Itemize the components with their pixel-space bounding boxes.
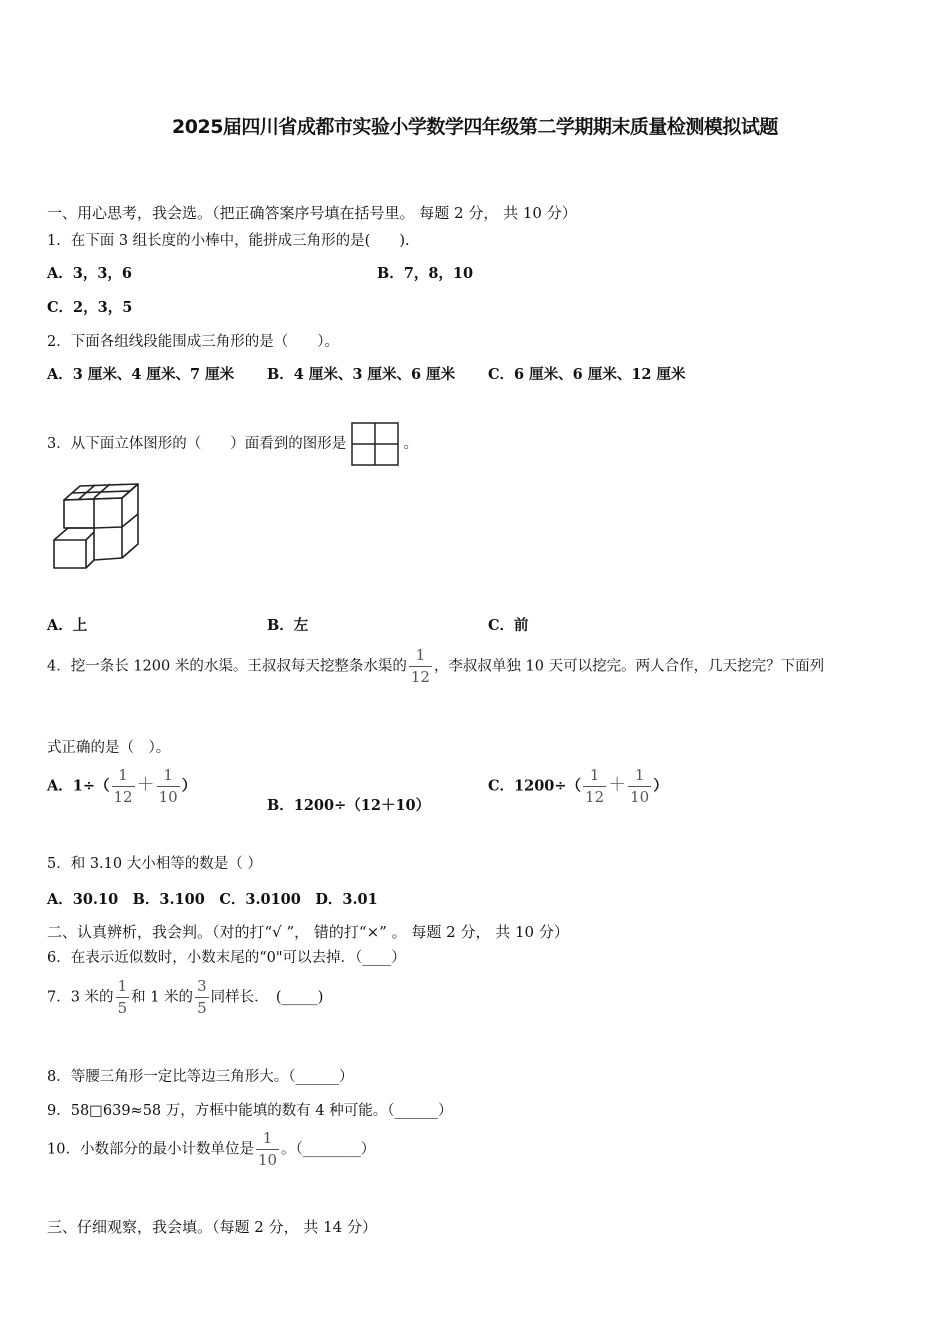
question-2: 2．下面各组线段能围成三角形的是（ ）。 bbox=[47, 334, 339, 350]
question-6: 6．在表示近似数时，小数末尾的“0"可以去掉．（____） bbox=[47, 950, 406, 966]
q7-den-1: 5 bbox=[117, 999, 128, 1017]
cube-stack-figure bbox=[50, 480, 146, 572]
q4-a-num-2: 1 bbox=[157, 768, 180, 787]
question-10 bbox=[47, 1131, 375, 1168]
question-4-line-1 bbox=[47, 648, 824, 685]
question-8: 8．等腰三角形一定比等边三角形大。（______） bbox=[47, 1069, 354, 1085]
question-5: 5．和 3.10 大小相等的数是（ ） bbox=[47, 856, 262, 872]
q4-a-plus: ＋ bbox=[136, 774, 155, 796]
question-1: 1．在下面 3 组长度的小棒中，能拼成三角形的是( ). bbox=[47, 233, 410, 249]
q4-a-den-1: 12 bbox=[113, 788, 133, 806]
question-3 bbox=[47, 422, 418, 466]
q10-text-end: 。（________） bbox=[281, 1141, 376, 1158]
question-4-line-2: 式正确的是（ ）。 bbox=[47, 740, 171, 756]
q7-part-2: 和 1 米的 bbox=[131, 989, 194, 1006]
q10-text-start: 10．小数部分的最小计数单位是 bbox=[47, 1141, 254, 1158]
q2-option-c: C．6 厘米、6 厘米、12 厘米 bbox=[488, 366, 686, 383]
q3-option-b: B．左 bbox=[267, 617, 309, 634]
four-square-view-icon bbox=[351, 422, 399, 466]
q4-c-frac-1 bbox=[583, 768, 606, 805]
q10-numerator: 1 bbox=[256, 1131, 279, 1150]
q1-option-b: B．7，8，10 bbox=[377, 265, 474, 282]
q4-option-c bbox=[488, 768, 668, 805]
q4-c-num-2: 1 bbox=[628, 768, 651, 787]
q4-c-den-2: 10 bbox=[630, 788, 650, 806]
q4-frac-numerator: 1 bbox=[409, 648, 432, 667]
question-9: 9．58□639≈58 万，方框中能填的数有 4 种可能。（______） bbox=[47, 1103, 453, 1119]
q4-c-prefix: C．1200÷（ bbox=[488, 777, 582, 795]
q3-text-end: 。 bbox=[403, 436, 418, 452]
q7-fraction-1 bbox=[116, 979, 130, 1016]
q4-frac-denominator: 12 bbox=[410, 668, 430, 686]
q1-option-a: A．3，3，6 bbox=[47, 265, 133, 282]
question-7 bbox=[47, 979, 323, 1016]
q7-fraction-2 bbox=[195, 979, 209, 1016]
section-1-heading: 一、用心思考，我会选。（把正确答案序号填在括号里。 每题 2 分， 共 10 分） bbox=[47, 204, 577, 222]
q4-a-frac-1 bbox=[112, 768, 135, 805]
q2-option-a: A．3 厘米、4 厘米、7 厘米 bbox=[47, 366, 235, 383]
q3-text: 3．从下面立体图形的（ ）面看到的图形是 bbox=[47, 436, 347, 452]
section-2-heading: 二、认真辨析，我会判。（对的打“√ ”， 错的打“×” 。 每题 2 分， 共 10 分） bbox=[47, 923, 569, 941]
section-3-heading: 三、仔细观察，我会填。（每题 2 分， 共 14 分） bbox=[47, 1218, 377, 1236]
q3-option-a: A．上 bbox=[47, 617, 88, 634]
q4-c-den-1: 12 bbox=[585, 788, 605, 806]
q4-c-suffix: ） bbox=[653, 777, 668, 795]
q4-option-b: B．1200÷（12＋10） bbox=[267, 797, 431, 814]
q7-num-1: 1 bbox=[116, 979, 130, 998]
q10-fraction bbox=[256, 1131, 279, 1168]
q4-c-num-1: 1 bbox=[583, 768, 606, 787]
q4-text-end: ，李叔叔单独 10 天可以挖完。两人合作，几天挖完？下面列 bbox=[433, 658, 825, 675]
q7-den-2: 5 bbox=[197, 999, 207, 1017]
q4-fraction bbox=[409, 648, 432, 685]
q7-part-3: 同样长． (_____) bbox=[210, 989, 324, 1006]
q5-options: A．30.10 B．3.100 C．3.0100 D．3.01 bbox=[47, 891, 378, 908]
q4-text-start: 4．挖一条长 1200 米的水渠。王叔叔每天挖整条水渠的 bbox=[47, 658, 407, 675]
page-title: 2025届四川省成都市实验小学数学四年级第二学期期末质量检测模拟试题 bbox=[172, 116, 778, 138]
q7-num-2: 3 bbox=[195, 979, 209, 998]
q4-a-suffix: ） bbox=[181, 777, 197, 795]
q10-denominator: 10 bbox=[257, 1151, 278, 1169]
q4-a-prefix: A．1÷（ bbox=[47, 777, 110, 795]
q4-a-den-2: 10 bbox=[158, 788, 178, 806]
q4-c-frac-2 bbox=[628, 768, 651, 805]
q2-option-b: B．4 厘米、3 厘米、6 厘米 bbox=[267, 366, 456, 383]
q4-a-frac-2 bbox=[157, 768, 180, 805]
q4-a-num-1: 1 bbox=[112, 768, 135, 787]
q4-option-a bbox=[47, 768, 196, 805]
q1-option-c: C．2，3，5 bbox=[47, 299, 133, 316]
q3-option-c: C．前 bbox=[488, 617, 529, 634]
q7-part-1: 7．3 米的 bbox=[47, 989, 114, 1006]
q4-c-plus: ＋ bbox=[608, 774, 627, 796]
